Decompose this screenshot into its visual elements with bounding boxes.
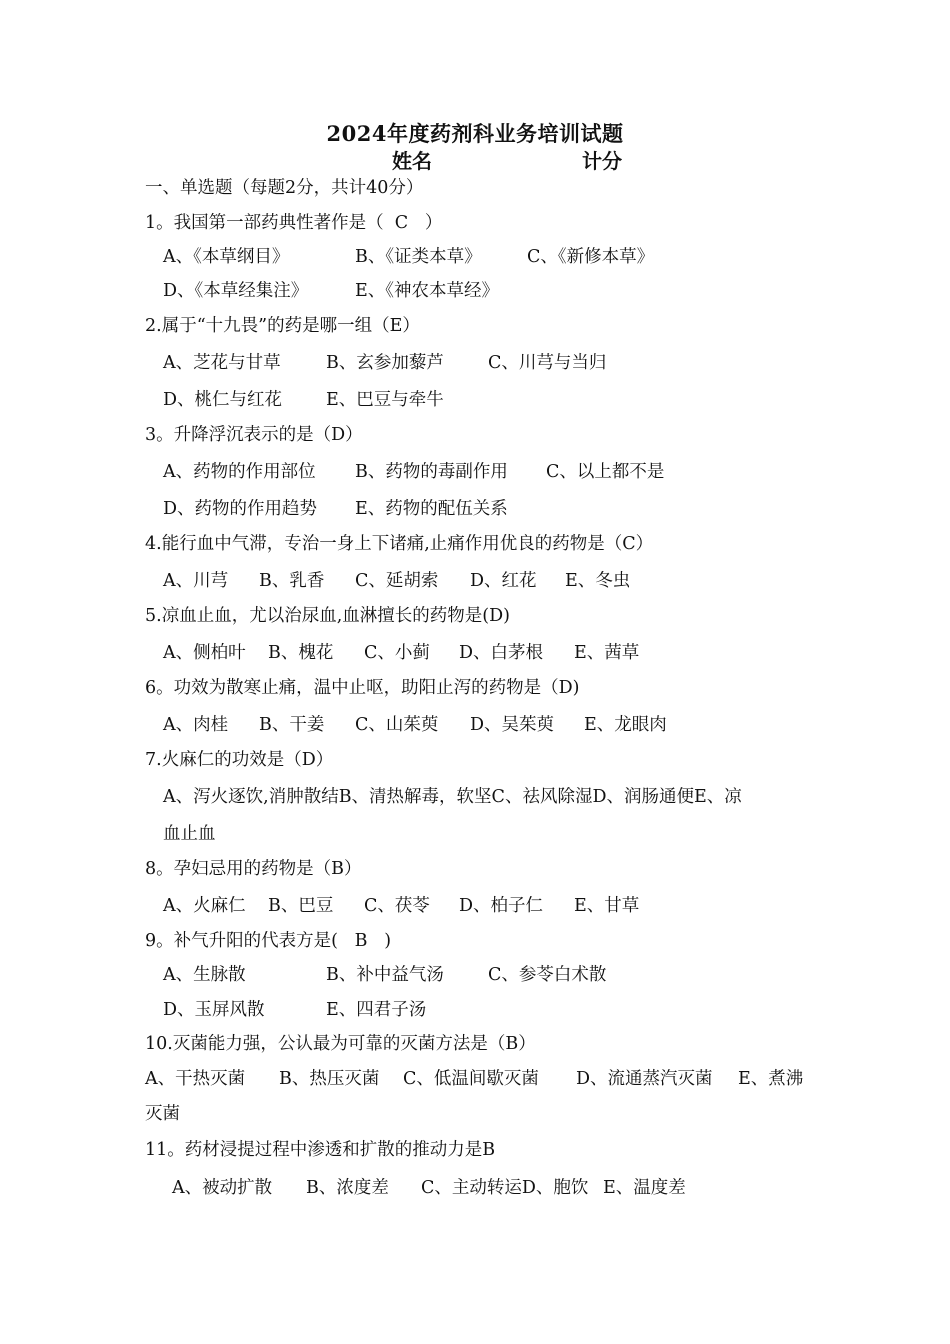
option-row [163,245,654,269]
option: D、桃仁与红花 [163,390,283,410]
option: C、川芎与当归 [488,353,607,373]
question-stem: 4.能行血中气滞，专治一身上下诸痛,止痛作用优良的药物是（C） [145,534,654,554]
option: C、低温间歇灭菌 [403,1069,539,1089]
option: B、槐花 [268,643,334,663]
option-row [163,388,444,412]
option: D、流通蒸汽灭菌 [576,1069,713,1089]
option-row [163,279,499,303]
option: C、小蓟 [364,643,430,663]
option: D、柏子仁 [459,896,544,916]
option-row [163,963,606,987]
option: B、巴豆 [268,896,334,916]
option: A、芝花与甘草 [163,353,281,373]
option: A、药物的作用部位 [163,462,316,482]
exam-title: 2024年度药剂科业务培训试题 [326,121,624,146]
option: D、玉屏风散 [163,1000,265,1020]
option: B、浓度差 [306,1178,389,1198]
question-stem: 9。补气升阳的代表方是( B ) [145,931,392,951]
score-label: 计分 [582,149,622,173]
option: C、参苓白术散 [488,965,607,985]
question-stem: 2.属于“十九畏”的药是哪一组（E） [145,316,420,336]
option: B、《证类本草》 [355,247,482,267]
option: C、主动转运D、胞饮 [421,1178,589,1198]
option-row: 灭菌 [145,1104,180,1124]
option: D、药物的作用趋势 [163,499,318,519]
option: C、茯苓 [364,896,430,916]
option: E、冬虫 [565,571,631,591]
option: D、白茅根 [459,643,544,663]
option: E、药物的配伍关系 [355,499,508,519]
question-stem: 10.灭菌能力强，公认最为可靠的灭菌方法是（B） [145,1034,536,1054]
option-row [163,998,426,1022]
option: A、川芎 [163,571,229,591]
option-row [163,894,639,918]
option: C、《新修本草》 [527,247,655,267]
option: C、山茱萸 [355,715,439,735]
question-stem: 6。功效为散寒止痛，温中止呕，助阳止泻的药物是（D) [145,678,580,698]
option: E、煮沸 [738,1069,804,1089]
option: D、吴茱萸 [470,715,555,735]
name-label: 姓名 [392,149,432,173]
option-row [163,497,508,521]
option: E、《神农本草经》 [355,281,500,301]
option: E、龙眼肉 [584,715,667,735]
question-stem: 1。我国第一部药典性著作是（ C ） [145,213,443,233]
option: B、干姜 [259,715,325,735]
question-stem: 5.凉血止血，尤以治尿血,血淋擅长的药物是(D) [145,606,510,626]
option: A、干热灭菌 [145,1069,246,1089]
option-row [163,713,667,737]
question-stem: 8。孕妇忌用的药物是（B） [145,859,362,879]
option-row [163,569,630,593]
option: D、红花 [470,571,537,591]
question-stem: 7.火麻仁的功效是（D） [145,750,334,770]
option: A、侧柏叶 [163,643,246,663]
option-row: 血止血 [163,824,216,844]
option: C、延胡索 [355,571,439,591]
option: E、温度差 [603,1178,686,1198]
option-row [145,1067,803,1091]
option: B、玄参加藜芦 [326,353,444,373]
option: E、茜草 [574,643,640,663]
question-stem: 3。升降浮沉表示的是（D） [145,425,363,445]
option-row: A、泻火逐饮,消肿散结B、清热解毒，软坚C、祛风除湿D、润肠通便E、凉 [163,787,742,807]
option: E、四君子汤 [326,1000,427,1020]
option-row [163,460,664,484]
option: A、《本草纲目》 [163,247,290,267]
option: A、被动扩散 [172,1178,273,1198]
option: E、甘草 [574,896,640,916]
option: E、巴豆与牵牛 [326,390,444,410]
option: A、肉桂 [163,715,229,735]
option-row [163,641,639,665]
option: B、药物的毒副作用 [355,462,508,482]
option: B、热压灭菌 [279,1069,380,1089]
option: D、《本草经集注》 [163,281,309,301]
option: A、生脉散 [163,965,246,985]
option: A、火麻仁 [163,896,246,916]
option-row [163,351,606,375]
option-row [172,1176,686,1200]
question-stem: 11。药材浸提过程中渗透和扩散的推动力是B [145,1140,496,1160]
option: B、乳香 [259,571,325,591]
option: C、以上都不是 [546,462,665,482]
section-heading: 一、单选题（每题2分，共计40分） [145,178,424,198]
option: B、补中益气汤 [326,965,444,985]
